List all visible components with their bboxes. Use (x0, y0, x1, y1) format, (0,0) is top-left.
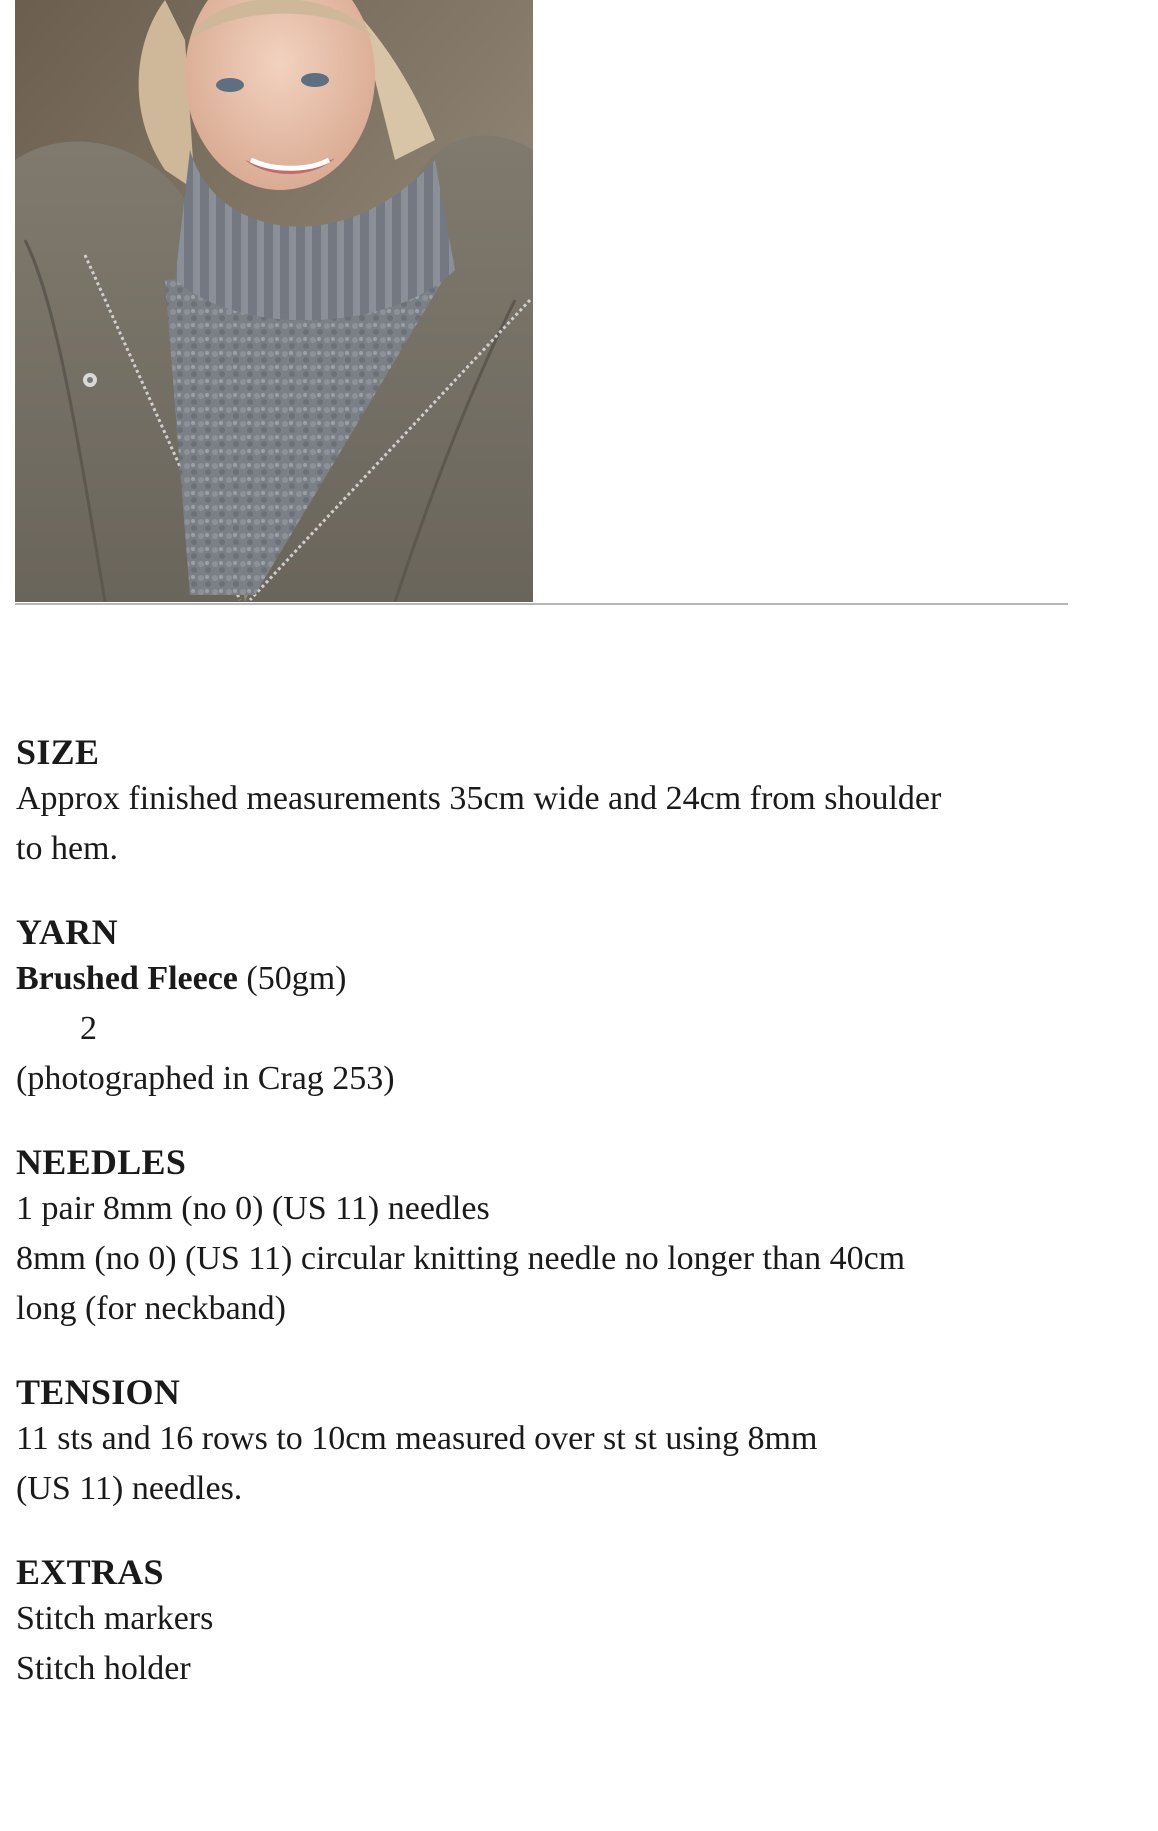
tension-line-1: 11 sts and 16 rows to 10cm measured over st st using 8mm (16, 1420, 818, 1457)
size-heading: SIZE (16, 732, 100, 772)
yarn-name-line (16, 954, 1096, 1004)
needles-line-1: 1 pair 8mm (no 0) (US 11) needles (16, 1190, 490, 1227)
tension-section (16, 1370, 1096, 1514)
tension-heading: TENSION (16, 1372, 181, 1412)
pattern-details (16, 730, 1096, 1730)
needles-section (16, 1140, 1096, 1334)
yarn-section (16, 910, 1096, 1104)
tension-line-2: (US 11) needles. (16, 1470, 243, 1507)
extras-item-1: Stitch markers (16, 1600, 214, 1637)
extras-heading: EXTRAS (16, 1552, 164, 1592)
needles-line-3: long (for neckband) (16, 1290, 287, 1327)
needles-heading: NEEDLES (16, 1142, 187, 1182)
yarn-weight: (50gm) (246, 960, 347, 997)
extras-item-2: Stitch holder (16, 1650, 191, 1687)
yarn-quantity: 2 (80, 1010, 97, 1047)
yarn-name: Brushed Fleece (16, 960, 238, 997)
needles-line-2: 8mm (no 0) (US 11) circular knitting needle no longer than 40cm (16, 1240, 906, 1277)
size-line-2: to hem. (16, 830, 118, 867)
yarn-note: (photographed in Crag 253) (16, 1060, 395, 1097)
size-line-1: Approx finished measurements 35cm wide and 24cm from shoulder (16, 780, 942, 817)
model-photo (15, 0, 533, 602)
extras-section (16, 1550, 1096, 1694)
size-section (16, 730, 1096, 874)
horizontal-rule (15, 603, 1068, 605)
yarn-heading: YARN (16, 912, 118, 952)
